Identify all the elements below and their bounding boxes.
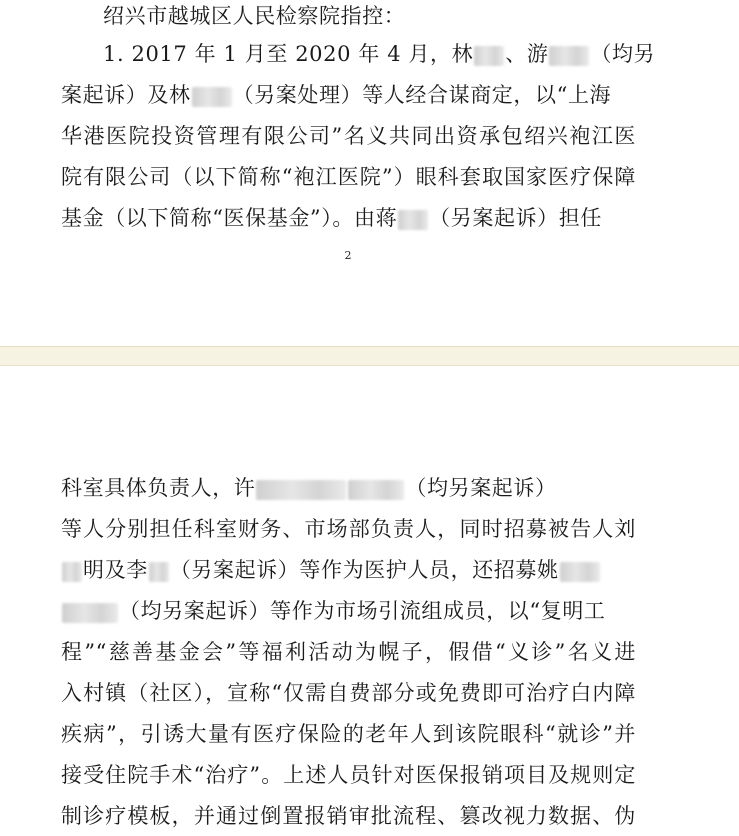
line-text: 绍兴市越城区人民检察院指控： [103, 4, 406, 28]
paragraph-line-15 [61, 802, 636, 830]
paragraph-line-11 [61, 638, 636, 666]
paragraph-line-5 [61, 163, 636, 191]
line-text: 基金（以下简称“医保基金”）。由蒋 [61, 206, 398, 230]
line-text: 明及李 [83, 558, 148, 582]
line-text: 接受住院手术“治疗”。上述人员针对医保报销项目及规则定 [61, 763, 636, 787]
document-page-lower [0, 366, 739, 836]
document-page-upper [0, 0, 739, 346]
redaction-block [348, 480, 404, 500]
redaction-block [62, 603, 118, 623]
line-text: 院有限公司（以下简称“袍江医院”）眼科套取国家医疗保障 [61, 165, 636, 189]
line-text: 、游 [505, 42, 549, 66]
paragraph-line-3 [61, 81, 636, 109]
redaction-block [398, 210, 428, 230]
line-text: 程”“慈善基金会”等福利活动为幌子，假借“义诊”名义进 [61, 640, 636, 664]
paragraph-line-14 [61, 761, 636, 789]
line-text: （另案处理）等人经合谋商定，以“上海 [232, 83, 612, 107]
line-text: 1. 2017 年 1 月至 2020 年 4 月，林 [103, 42, 474, 66]
redaction-block [256, 480, 346, 500]
paragraph-line-6 [61, 204, 636, 232]
paragraph-line-8 [61, 515, 636, 543]
line-text: 华港医院投资管理有限公司”名义共同出资承包绍兴袍江医 [61, 124, 636, 148]
redaction-block [192, 87, 232, 107]
paragraph-line-2 [103, 40, 656, 68]
line-text: 制诊疗模板，并通过倒置报销审批流程、篡改视力数据、伪 [61, 804, 636, 828]
paragraph-line-10 [61, 597, 636, 625]
line-text: 等人分别担任科室财务、市场部负责人，同时招募被告人刘 [61, 517, 636, 541]
line-text: 科室具体负责人，许 [61, 476, 256, 500]
paragraph-line-13 [61, 720, 636, 748]
redaction-block [149, 562, 169, 582]
line-text: 入村镇（社区），宣称“仅需自费部分或免费即可治疗白内障 [61, 681, 636, 705]
line-text: （另案起诉）等作为医护人员，还招募姚 [169, 558, 559, 582]
paragraph-line-1 [103, 2, 636, 30]
page-separator [0, 346, 739, 366]
line-text: （均另案起诉）等作为市场引流组成员，以“复明工 [119, 599, 606, 623]
line-text: 疾病”，引诱大量有医疗保险的老年人到该院眼科“就诊”并 [61, 722, 636, 746]
redaction-block [560, 562, 600, 582]
line-text: （均另 [590, 42, 656, 66]
paragraph-line-7 [61, 474, 636, 502]
redaction-block [549, 46, 589, 66]
paragraph-line-12 [61, 679, 636, 707]
line-text: （另案起诉）担任 [429, 206, 602, 230]
paragraph-line-9 [61, 556, 636, 584]
paragraph-line-4 [61, 122, 636, 150]
line-text: （均另案起诉） [405, 476, 557, 500]
redaction-block [62, 562, 82, 582]
redaction-block [474, 46, 504, 66]
page-number: 2 [344, 249, 352, 262]
line-text: 案起诉）及林 [61, 83, 191, 107]
